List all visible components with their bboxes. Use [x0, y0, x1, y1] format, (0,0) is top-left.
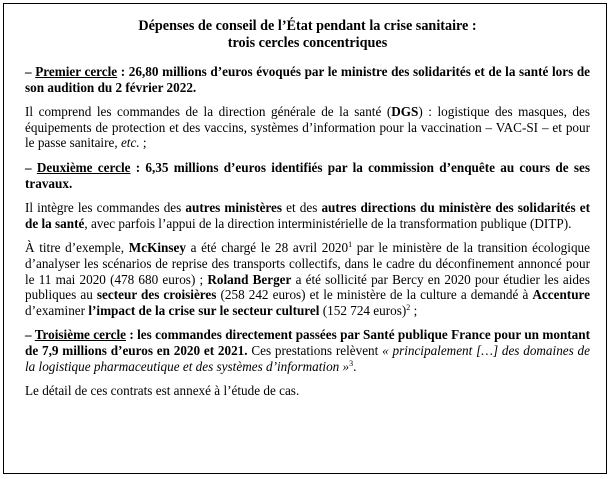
text: À titre d’exemple, [25, 240, 129, 256]
text: a été sollicité par Bercy en 2020 pour étudier les aides publiques au [25, 271, 590, 303]
premier-cercle-label: Premier cercle [35, 64, 118, 79]
text: Ces prestations relèvent [247, 342, 383, 358]
dash: – [25, 159, 37, 175]
premier-cercle-detail [25, 104, 590, 151]
examples-paragraph [25, 240, 590, 318]
text: par le ministère de la transition écologique d’analyser les scénarios de reprise des transports collectifs, dans le cadre du déconfinement annoncé pour le 11 mai 2020 (478 680 euros) ; [25, 240, 590, 287]
dash: – [25, 327, 35, 343]
title-line-1: Dépenses de conseil de l’État pendant la crise sanitaire : [138, 18, 477, 34]
closing-line: Le détail de ces contrats est annexé à l’étude de cas. [25, 383, 300, 399]
text: ) : logistique des masques, des équipements de protection et des vaccins, systèmes d’information pour la vaccination – VAC-SI – et pour le passe sanitaire, [25, 104, 590, 151]
text: (152 724 euros) [319, 302, 407, 318]
text: ; [410, 302, 418, 318]
dash: – [25, 64, 36, 79]
document-title [25, 18, 590, 52]
deuxieme-cercle-summary: 6,35 millions d’euros identifiés par la commission d’enquête au cours de ses travaux. [25, 159, 591, 191]
deuxieme-cercle-paragraph [25, 160, 590, 191]
text: d’examiner [25, 302, 89, 318]
footnote-ref-2[interactable]: 2 [406, 302, 411, 312]
separator: : [130, 159, 146, 175]
troisieme-cercle-summary: les commandes directement passées par Santé publique France pour un montant de 7,9 millions d’euros en 2020 et 2021. [25, 327, 590, 358]
text: . [353, 358, 357, 374]
document-box [3, 3, 607, 474]
mckinsey: McKinsey [128, 240, 186, 256]
text: ; [139, 135, 147, 151]
text: et des [282, 200, 322, 216]
text: Il comprend les commandes de la direction générale de la santé ( [25, 104, 392, 120]
text: a été chargé le 28 avril 2020 [185, 240, 349, 256]
separator: : [125, 327, 138, 343]
title-line-2: trois cercles concentriques [227, 35, 388, 51]
bold-text: secteur des croisières [96, 287, 217, 303]
deuxieme-cercle-detail [25, 200, 590, 231]
troisieme-cercle-paragraph [25, 327, 590, 374]
bold-text: autres ministères [185, 200, 283, 216]
dgs-acronym: DGS [391, 104, 419, 120]
text: , avec parfois l’appui de la direction interministérielle de la transformation publique (DITP). [84, 215, 572, 231]
quotation: « principalement […] des domaines de la logistique pharmaceutique et des systèmes d’information » [25, 342, 590, 374]
bold-text: l’impact de la crise sur le secteur culturel [88, 302, 320, 318]
accenture: Accenture [532, 287, 591, 303]
text: Il intègre les commandes des [25, 200, 186, 216]
premier-cercle-paragraph [25, 64, 590, 95]
text: (258 242 euros) et le ministère de la culture a demandé à [216, 287, 533, 303]
bold-text: autres directions du ministère des solidarités et de la santé [25, 200, 591, 231]
etc: etc. [120, 135, 140, 151]
premier-cercle-summary: 26,80 millions d’euros évoqués par le ministre des solidarités et de la santé lors de son audition du 2 février 2022. [25, 64, 591, 95]
troisieme-cercle-label: Troisième cercle [34, 327, 126, 343]
footnote-ref-1[interactable]: 1 [348, 240, 353, 250]
footnote-ref-3[interactable]: 3 [349, 358, 354, 368]
roland-berger: Roland Berger [207, 271, 292, 287]
deuxieme-cercle-label: Deuxième cercle [36, 159, 131, 175]
separator: : [117, 64, 129, 79]
